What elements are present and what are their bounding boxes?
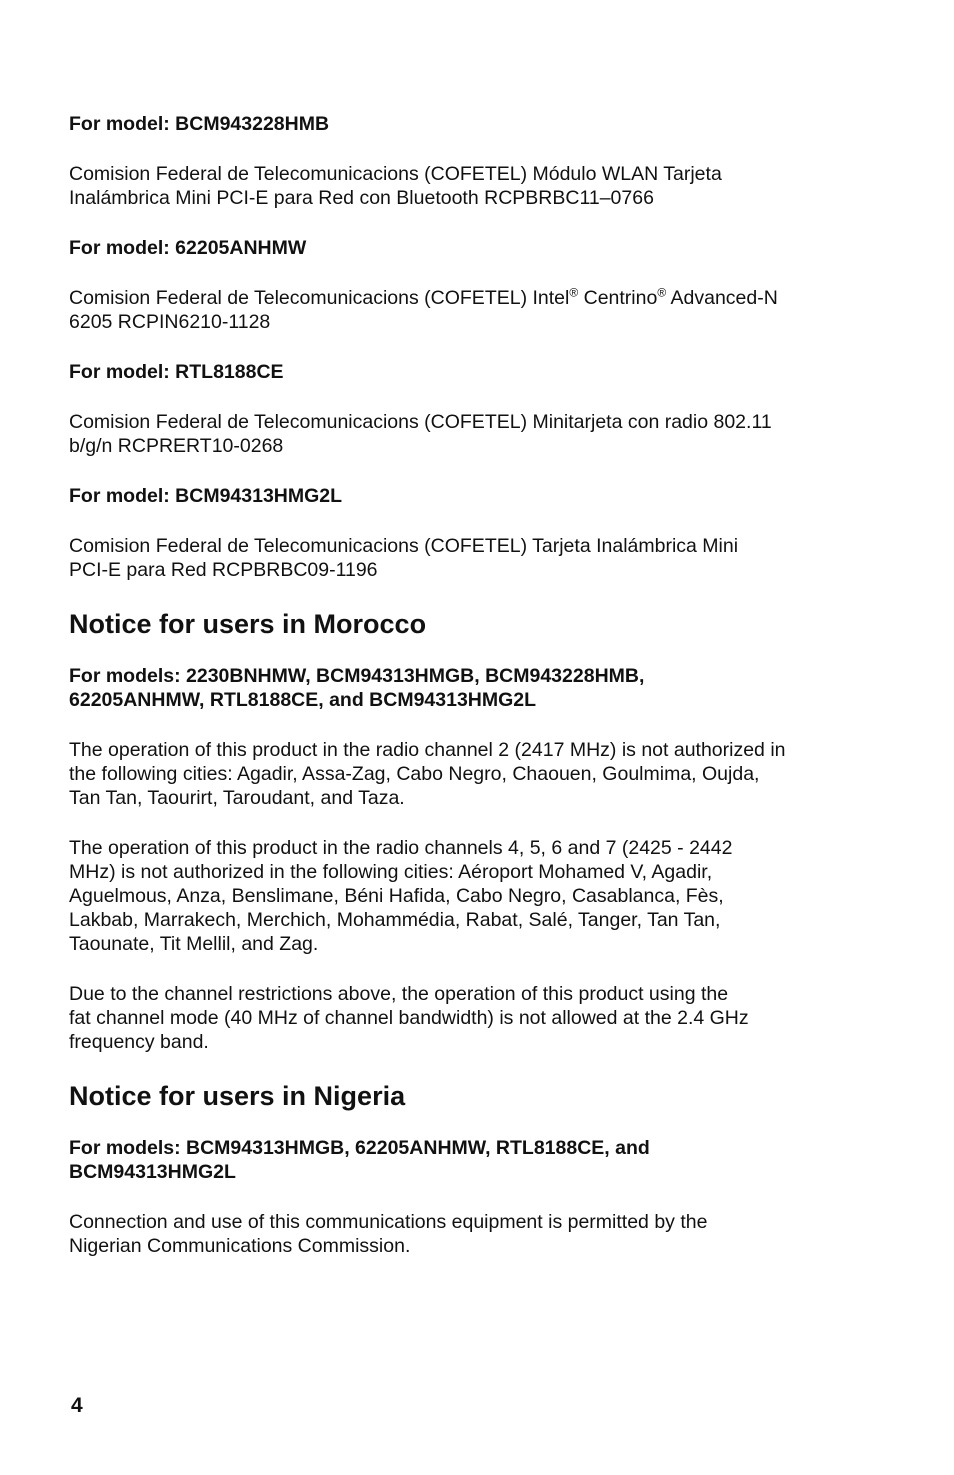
model-heading-bcm94313hmg2l: For model: BCM94313HMG2L bbox=[69, 485, 343, 507]
model-heading-bcm943228hmb: For model: BCM943228HMB bbox=[69, 113, 330, 135]
page-number: 4 bbox=[71, 1394, 83, 1417]
section-title-morocco: Notice for users in Morocco bbox=[69, 609, 427, 639]
model-heading-morocco: For models: 2230BNHMW, BCM94313HMGB, BCM943228HMB, 62205ANHMW, RTL8188CE, and BCM94313HMG2L bbox=[69, 665, 645, 711]
model-heading-rtl8188ce: For model: RTL8188CE bbox=[69, 361, 284, 383]
text-run: Advanced-N 6205 RCPIN6210-1128 bbox=[69, 287, 778, 333]
section-title-nigeria: Notice for users in Nigeria bbox=[69, 1081, 406, 1111]
text-run: Comision Federal de Telecomunicacions (COFETEL) Intel bbox=[69, 287, 570, 309]
cofetel-paragraph-bcm94313hmg2l: Comision Federal de Telecomunicacions (COFETEL) Tarjeta Inalámbrica Mini PCI-E para Red RCPBRBC09-1196 bbox=[69, 535, 739, 581]
registered-mark: ® bbox=[657, 285, 667, 300]
registered-mark: ® bbox=[569, 285, 579, 300]
text-run: Centrino bbox=[578, 287, 658, 309]
model-heading-nigeria: For models: BCM94313HMGB, 62205ANHMW, RTL8188CE, and BCM94313HMG2L bbox=[69, 1137, 650, 1183]
morocco-paragraph-fat-channel: Due to the channel restrictions above, the operation of this product using the fat channel mode (40 MHz of channel bandwidth) is not allowed at the 2.4 GHz frequency band. bbox=[69, 983, 749, 1053]
cofetel-paragraph-62205anhmw bbox=[69, 286, 869, 334]
document-body bbox=[69, 112, 869, 1284]
cofetel-paragraph-rtl8188ce: Comision Federal de Telecomunicacions (COFETEL) Minitarjeta con radio 802.11 b/g/n RCPRERT10-0268 bbox=[69, 411, 772, 457]
morocco-paragraph-channels-4-7: The operation of this product in the radio channels 4, 5, 6 and 7 (2425 - 2442 MHz) is not authorized in the following cities: Aéroport Mohamed V, Agadir, Aguelmous, Anza, Benslimane, Béni Hafida, Cabo Negro, Casablanca, Fès, Lakbab, Marrakech, Merchich, Mohammédia, Rabat, Salé, Tanger, Tan Tan, Taounate, Tit Mellil, and Zag. bbox=[69, 837, 733, 955]
morocco-paragraph-channel-2: The operation of this product in the radio channel 2 (2417 MHz) is not authorized in the following cities: Agadir, Assa-Zag, Cabo Negro, Chaouen, Goulmima, Oujda, Tan Tan, Taourirt, Taroudant, and Taza. bbox=[69, 739, 786, 809]
cofetel-paragraph-bcm943228hmb: Comision Federal de Telecomunicacions (COFETEL) Módulo WLAN Tarjeta Inalámbrica Mini PCI-E para Red con Bluetooth RCPBRBC11–0766 bbox=[69, 163, 722, 209]
model-heading-62205anhmw: For model: 62205ANHMW bbox=[69, 237, 307, 259]
nigeria-paragraph: Connection and use of this communications equipment is permitted by the Nigerian Communications Commission. bbox=[69, 1211, 708, 1257]
